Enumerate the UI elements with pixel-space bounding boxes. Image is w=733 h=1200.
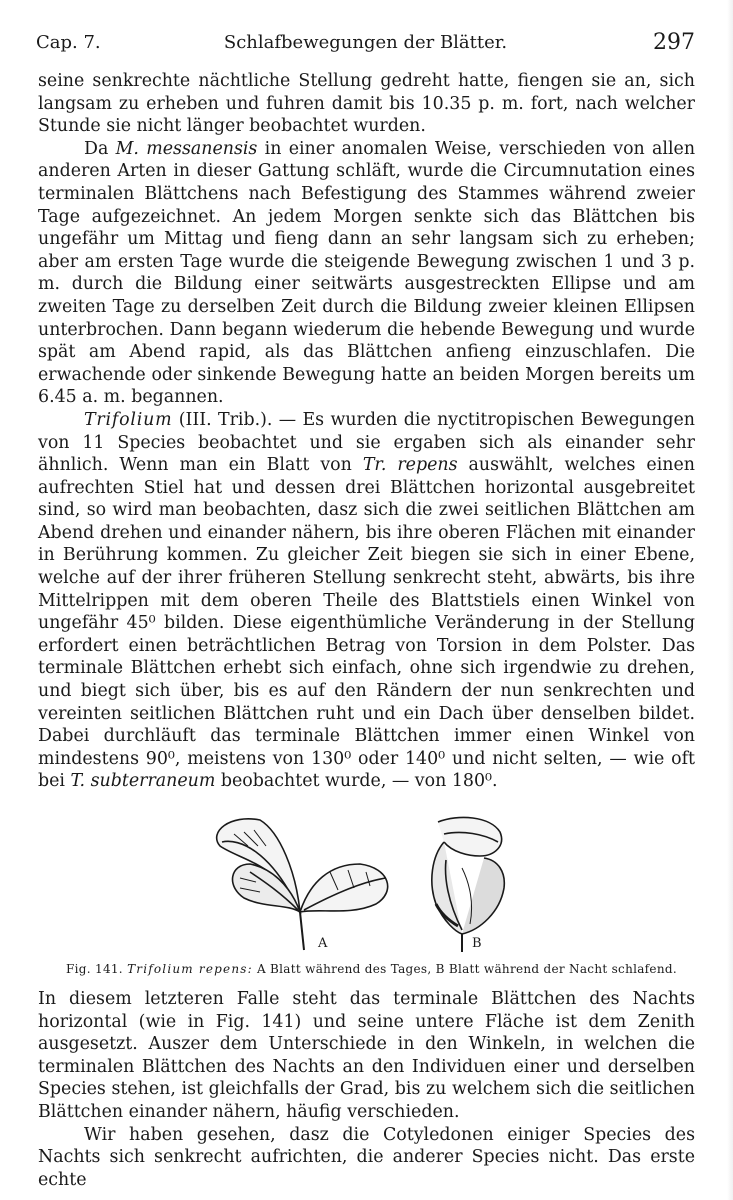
running-header [36,30,695,58]
text-run: Da [84,138,116,159]
leaf-night-drawing [432,817,504,952]
main-text-bottom [38,988,695,1191]
paragraph-trifolium [38,409,695,793]
leaf-day-drawing [217,819,388,950]
running-title: Schlafbewegungen der Blätter. [223,32,508,53]
page-edge-shadow [727,0,733,1200]
main-text-top [38,70,695,793]
paragraph-continued: seine senkrechte nächtliche Stellung gedreht hatte, fiengen sie an, sich langsam zu erheben und fuhren damit bis 10.35 p. m. fort, nach welcher Stunde sie nicht länger beobachtet wurden. [38,71,695,137]
paragraph-angles: In diesem letzteren Falle steht das terminale Blättchen des Nachts horizontal (wie in Fig. 141) und seine untere Fläche ist dem Zenith ausgesetzt. Auszer dem Unterschiede in den Winkeln, in welchen die terminalen Blättchen des Nachts an den Individuen einer und derselben Species stehen, ist gleichfalls der Grad, bis zu welchem sich die seitlichen Blättchen einander nähern, häufig verschieden. [38,989,695,1122]
figure-caption [50,962,693,976]
figure-label-a: A [318,936,329,951]
text-run: beobachtet wurde, — von 180⁰. [215,771,498,792]
text-run: (III. Trib.). — Es wurden die nyctitropischen Bewegungen von 11 Species beobachtet und sie ergaben sich als einander sehr ähnlich. Wenn man ein Blatt von [38,409,695,476]
figure-label-b: B [472,936,483,951]
text-run: auswählt, welches einen aufrechten Stiel hat und dessen drei Blättchen horizontal ausgebreitet sind, so wird man beobachten, dasz sich die zwei seitlichen Blättchen am Abend drehen und einander nähern, bis ihre oberen Flächen mit einander in Berührung kommen. Zu gleicher Zeit biegen sie sich in einer Ebene, welche auf der ihrer früheren Stellung senkrecht steht, abwärts, bis ihre Mittelrippen mit dem oberen Theile des Blattstiels einen Winkel von ungefähr 45⁰ bilden. Diese eigenthümliche Veränderung in der Stellung erfordert einen beträchtlichen Betrag von Torsion in dem Polster. Das terminale Blättchen erhebt sich einfach, ohne sich irgendwie zu drehen, und biegt sich über, bis es auf den Rändern der nun senkrechten und vereinten seitlichen Blättchen ruht und ein Dach über denselben bildet. Dabei durchläuft das terminale Blättchen immer einen Winkel von mindestens 90⁰, meistens von 130⁰ oder 140⁰ und nicht selten, — wie oft bei [38,455,695,792]
page-number: 297 [653,30,695,55]
genus-heading: Trifolium [84,409,173,430]
paragraph-medicago [38,138,695,409]
caption-text: A Blatt während des Tages, B Blatt während der Nacht schlafend. [252,962,677,976]
chapter-label: Cap. 7. [36,32,101,53]
species-name: T. subterraneum [70,771,216,792]
genus-abbrev: M. [115,138,139,159]
caption-species: Trifolium repens: [127,962,253,976]
text-run: in einer anomalen Weise, verschieden von allen anderen Arten in dieser Gattung schläft, wurde die Circumnutation eines terminalen Blättchens nach Befestigung des Stammes während zweier Tage aufgezeichnet. An jedem Morgen senkte sich das Blättchen bis ungefähr um Mittag und fieng dann an sehr langsam sich zu erheben; aber am ersten Tage wurde die steigende Bewegung zwischen 1 und 3 p. m. durch die Bildung einer seitwärts ausgestreckten Ellipse und am zweiten Tage zu derselben Zeit durch die Bildung zweier kleinen Ellipsen unterbrochen. Dann begann wiederum die hebende Bewegung und wurde spät am Abend rapid, als das Blättchen anfieng einzuschlafen. Die erwachende oder sinkende Bewegung hatte an beiden Morgen bereits um 6.45 a. m. begannen. [38,138,696,408]
figure-141 [200,812,530,957]
caption-fig-number: Fig. 141. [66,962,123,976]
species-name: messanensis [146,138,258,159]
species-name: Tr. repens [362,455,458,476]
paragraph-cotyledons: Wir haben gesehen, dasz die Cotyledonen einiger Species des Nachts sich senkrecht aufrichten, die anderer Species nicht. Das erste echte [38,1124,695,1190]
